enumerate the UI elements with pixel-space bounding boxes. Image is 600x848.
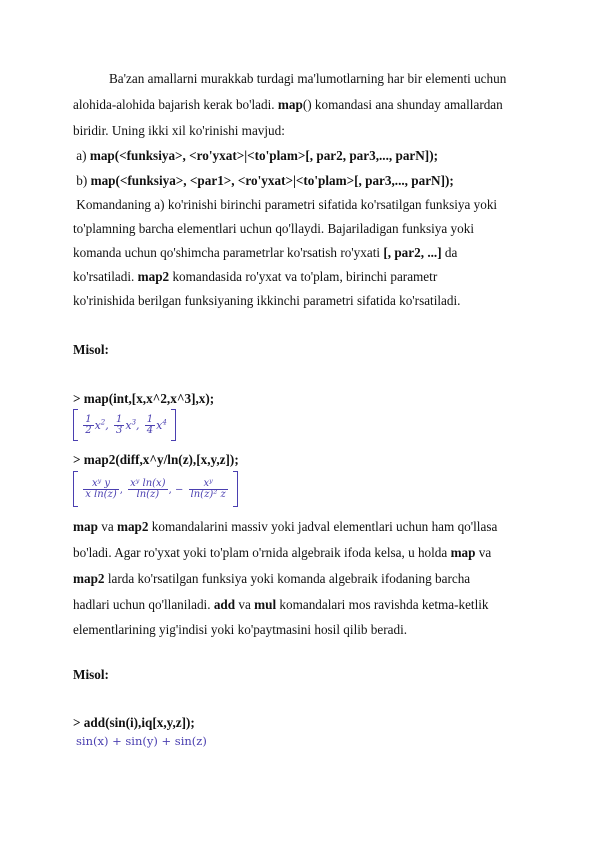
paragraph-3-line-4: hadlari uchun qo'llaniladi. add va mul komandalari mos ravishda ketma-ketlik [73, 597, 489, 612]
example-1-heading: Misol: [73, 342, 109, 357]
paragraph-3-line-5: elementlarining yig'indisi yoki ko'paytmasini hosil qilib beradi. [73, 622, 408, 637]
left-bracket [73, 409, 78, 441]
fraction: $\frac{\text{xʸ ln(x)}}{\ln(z)}$ [130, 477, 166, 500]
fraction: $\frac{1}{3}$ [115, 413, 123, 436]
output-map: $\frac{1}{2}$ $x^2$, $\frac{1}{3}$ $x^3$, $\frac{1}{4}$ $x^4$ [73, 409, 176, 441]
left-bracket [73, 471, 78, 507]
fraction: $\frac{1}{4}$ [146, 413, 154, 436]
paragraph-1-line-3: biridir. Uning ikki xil ko'rinishi mavjud: [73, 123, 285, 138]
fraction: $\frac{\text{xʸ}}{\text{ln(z)² z}}$ [190, 477, 226, 500]
fraction: $\frac{\text{xʸ y}}{\text{x ln(z)}}$ [85, 477, 117, 500]
example-2-heading: Misol: [73, 667, 109, 682]
paragraph-1-line-1: Ba'zan amallarni murakkab turdagi ma'lumotlarning har bir elementi uchun [109, 71, 507, 86]
output-map2: $\frac{\text{xʸ y}}{\text{x ln(z)}}$ , $\frac{\text{xʸ ln(x)}}{\ln(z)}$ , − $\frac{\text{xʸ}}{\text{ln(z)² z}}$ [73, 471, 238, 507]
output-add: sin(x) + sin(y) + sin(z) [76, 734, 207, 748]
syntax-a: a) map(<funksiya>, <ro'yxat>|<to'plam>[, par2, par3,..., parN]); [73, 148, 438, 163]
syntax-b: b) map(<funksiya>, <par1>, <ro'yxat>|<to'plam>[, par3,..., parN]); [73, 173, 454, 188]
paragraph-3-line-3: map2 larda ko'rsatilgan funksiya yoki komanda algebraik ifodaning barcha [73, 571, 471, 586]
right-bracket [233, 471, 238, 507]
paragraph-3-line-2: bo'ladi. Agar ro'yxat yoki to'plam o'rnida algebraik ifoda kelsa, u holda map va [73, 545, 492, 560]
paragraph-2-line-3: komanda uchun qo'shimcha parametrlar ko'rsatish ro'yxati [, par2, ...] da [73, 245, 458, 260]
paragraph-2-line-1: Komandaning a) ko'rinishi birinchi parametri sifatida ko'rsatilgan funksiya yoki [73, 197, 498, 212]
command-add: > add(sin(i),iq[x,y,z]); [73, 715, 195, 730]
command-map2: > map2(diff,x^y/ln(z),[x,y,z]); [73, 452, 239, 467]
command-map: > map(int,[x,x^2,x^3],x); [73, 391, 215, 406]
right-bracket [171, 409, 176, 441]
paragraph-1-line-2: alohida-alohida bajarish kerak bo'ladi. map() komandasi ana shunday amallardan [73, 97, 503, 112]
paragraph-2-line-2: to'plamning barcha elementlari uchun qo'llaydi. Bajariladigan funksiya yoki [73, 221, 474, 236]
paragraph-2-line-4: ko'rsatiladi. map2 komandasida ro'yxat va to'plam, birinchi parametr [73, 269, 438, 284]
paragraph-2-line-5: ko'rinishida berilgan funksiyaning ikkinchi parametri sifatida ko'rsatiladi. [73, 293, 461, 308]
fraction: $\frac{1}{2}$ [85, 413, 92, 436]
paragraph-3-line-1: map va map2 komandalarini massiv yoki jadval elementlari uchun ham qo'llasa [73, 519, 498, 534]
